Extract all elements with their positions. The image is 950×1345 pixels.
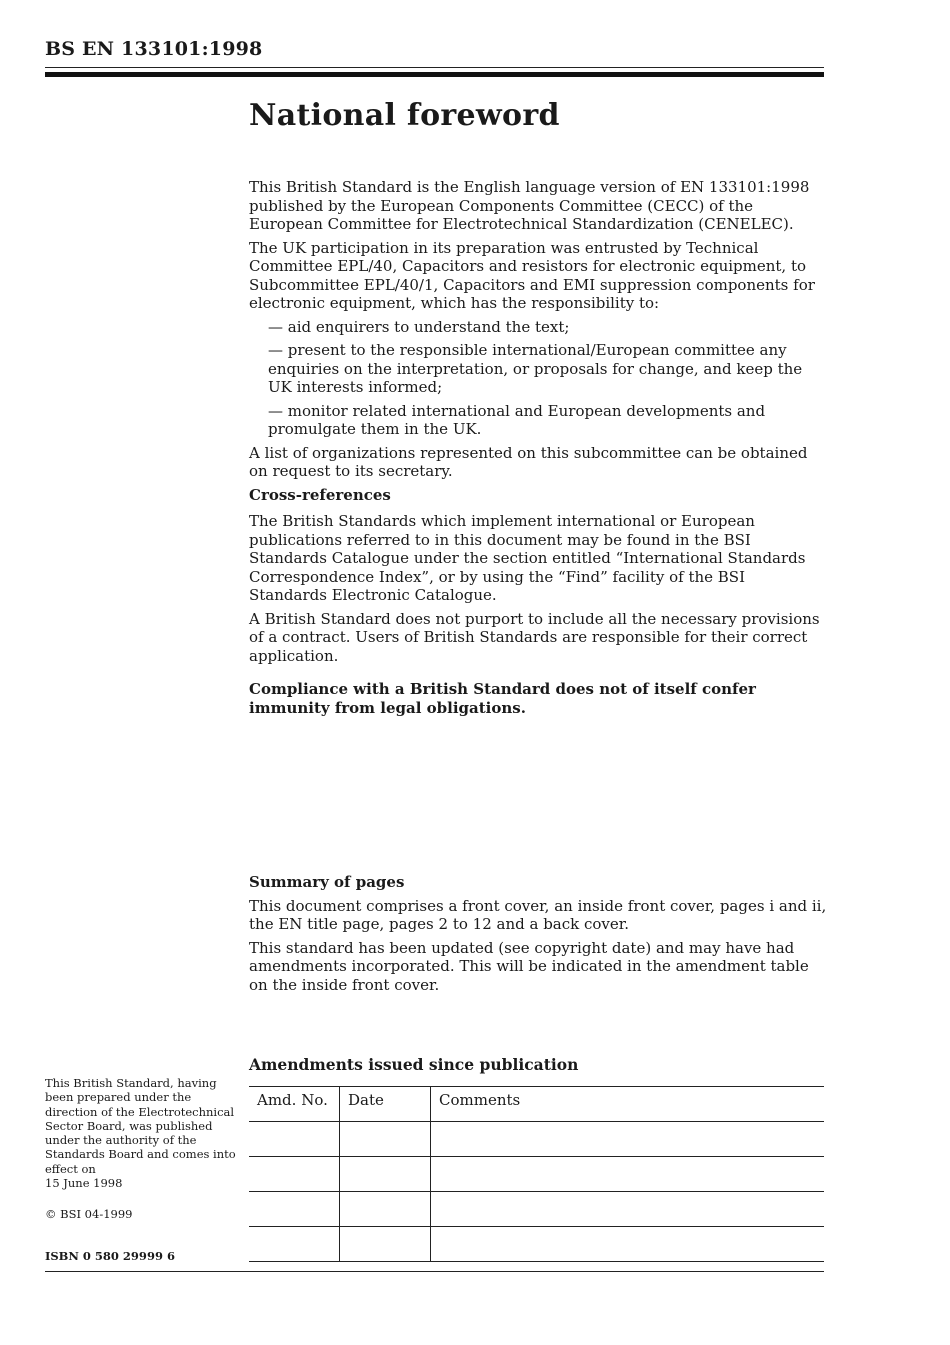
- amd-no-cell: [249, 1192, 340, 1227]
- comments-cell: [431, 1192, 825, 1227]
- page-title: National foreword: [249, 98, 560, 133]
- date-cell: [340, 1157, 431, 1192]
- compliance-notice: Compliance with a British Standard does not of itself confer immunity from legal obligations.: [249, 680, 756, 717]
- comments-cell: [431, 1122, 825, 1157]
- copyright-notice: © BSI 04-1999: [45, 1207, 133, 1221]
- responsibility-item: — monitor related international and European developments and promulgate them in the UK.: [268, 401, 766, 438]
- isbn: ISBN 0 580 29999 6: [45, 1249, 175, 1263]
- amendments-heading: Amendments issued since publication: [249, 1055, 579, 1074]
- comments-cell: [431, 1227, 825, 1262]
- summary-section: [249, 873, 827, 999]
- date-cell: [340, 1192, 431, 1227]
- amd-no-cell: [249, 1157, 340, 1192]
- date-cell: [340, 1122, 431, 1157]
- summary-pages-paragraph: This document comprises a front cover, an inside front cover, pages i and ii, the EN title page, pages 2 to 12 and a back cover.: [249, 896, 827, 933]
- foreword-body: [249, 178, 827, 722]
- column-header-amd-no: Amd. No.: [249, 1087, 340, 1122]
- amd-no-cell: [249, 1227, 340, 1262]
- amd-no-cell: [249, 1122, 340, 1157]
- table-row: [249, 1157, 824, 1192]
- summary-update-paragraph: This standard has been updated (see copyright date) and may have had amendments incorporated. This will be indicated in the amendment table on the inside front cover.: [249, 938, 809, 994]
- publication-sidebar: [45, 1076, 240, 1190]
- comments-cell: [431, 1157, 825, 1192]
- responsibility-item: — aid enquirers to understand the text;: [268, 317, 570, 336]
- table-row: [249, 1122, 824, 1157]
- crossref-heading: Cross-references: [249, 485, 391, 504]
- organizations-paragraph: A list of organizations represented on this subcommittee can be obtained on request to its secretary.: [249, 443, 808, 480]
- table-row: [249, 1192, 824, 1227]
- header-rule-thick: [45, 72, 824, 77]
- amendments-header-row: [249, 1087, 824, 1122]
- summary-heading: Summary of pages: [249, 873, 405, 891]
- crossref-paragraph: The British Standards which implement international or European publications referred to in this document may be found in the BSI Standards Catalogue under the section entitled “International Standards Correspondence Index”, or by using the “Find” facility of the BSI Standards Electronic Catalogue.: [249, 512, 806, 604]
- amendments-table: [249, 1086, 824, 1262]
- column-header-date: Date: [340, 1087, 431, 1122]
- date-cell: [340, 1227, 431, 1262]
- table-row: [249, 1227, 824, 1262]
- contract-paragraph: A British Standard does not purport to include all the necessary provisions of a contract. Users of British Standards are responsible for their correct application.: [249, 609, 820, 665]
- effective-date: 15 June 1998: [45, 1176, 123, 1191]
- header-rule-thin: [45, 67, 824, 68]
- standard-id: BS EN 133101:1998: [45, 38, 263, 60]
- responsibility-item: — present to the responsible international/European committee any enquiries on the interpretation, or proposals for change, and keep the UK interests informed;: [268, 341, 803, 396]
- intro-paragraph: This British Standard is the English language version of EN 133101:1998 published by the European Components Committee (CECC) of the European Committee for Electrotechnical Standardization (CENELEC).: [249, 178, 810, 233]
- footer-rule: [45, 1271, 824, 1272]
- publication-note: This British Standard, having been prepared under the direction of the Electrotechnical Sector Board, was published under the authority of the Standards Board and comes into effect on: [45, 1076, 236, 1176]
- column-header-comments: Comments: [431, 1087, 825, 1122]
- participation-paragraph: The UK participation in its preparation was entrusted by Technical Committee EPL/40, Capacitors and resistors for electronic equipment, to Subcommittee EPL/40/1, Capacitors and EMI suppression components for electronic equipment, which has the responsibility to:: [249, 238, 815, 312]
